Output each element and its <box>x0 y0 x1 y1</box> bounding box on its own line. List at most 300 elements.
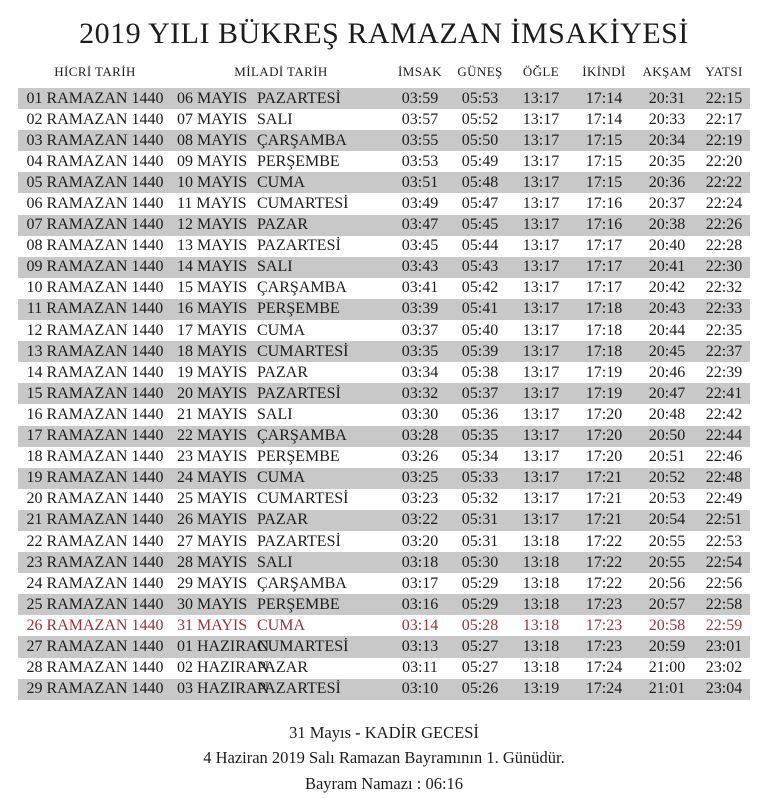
cell-miladi-date: 25 MAYIS <box>177 490 248 508</box>
cell-yatsi-time: 22:26 <box>705 216 743 234</box>
cell-imsak-time: 03:59 <box>401 89 439 107</box>
cell-miladi-date: 29 MAYIS <box>177 574 248 592</box>
cell-hicri-tarih: 26 RAMAZAN 1440 <box>26 616 164 634</box>
cell-miladi-date: 02 HAZIRAN <box>177 659 269 677</box>
cell-gunes-time: 05:30 <box>461 553 499 571</box>
cell-miladi-date: 11 MAYIS <box>177 195 247 213</box>
cell-day-name: PERŞEMBE <box>257 300 340 318</box>
cell-aksam-time: 20:45 <box>648 342 686 360</box>
cell-gunes-time: 05:49 <box>461 152 499 170</box>
cell-aksam-time: 20:46 <box>648 363 686 381</box>
cell-ogle-time: 13:17 <box>522 216 560 234</box>
table-row <box>18 299 750 320</box>
cell-gunes-time: 05:50 <box>461 131 499 149</box>
cell-imsak-time: 03:23 <box>401 490 439 508</box>
cell-hicri-tarih: 28 RAMAZAN 1440 <box>26 659 164 677</box>
cell-hicri-tarih: 07 RAMAZAN 1440 <box>26 216 164 234</box>
prayer-times-table <box>18 56 750 700</box>
cell-miladi-date: 26 MAYIS <box>177 511 248 529</box>
cell-day-name: PAZAR <box>257 216 308 234</box>
table-row <box>18 426 750 447</box>
cell-day-name: ÇARŞAMBA <box>257 131 347 149</box>
cell-imsak-time: 03:20 <box>401 532 439 550</box>
cell-day-name: PAZARTESİ <box>257 384 341 402</box>
cell-gunes-time: 05:31 <box>461 511 499 529</box>
cell-miladi-tarih <box>172 406 390 424</box>
cell-day-name: CUMA <box>257 469 306 487</box>
cell-yatsi-time: 22:58 <box>705 595 743 613</box>
cell-yatsi-time: 22:51 <box>705 511 743 529</box>
table-row <box>18 320 750 341</box>
cell-imsak-time: 03:35 <box>401 342 439 360</box>
cell-ikindi-time: 17:24 <box>585 659 623 677</box>
table-row <box>18 552 750 573</box>
cell-imsak-time: 03:41 <box>401 279 439 297</box>
cell-aksam-time: 20:37 <box>648 195 686 213</box>
cell-yatsi-time: 22:32 <box>705 279 743 297</box>
cell-hicri-tarih: 08 RAMAZAN 1440 <box>26 237 164 255</box>
table-row <box>18 278 750 299</box>
cell-aksam-time: 21:01 <box>648 680 686 698</box>
table-row <box>18 109 750 130</box>
cell-ogle-time: 13:17 <box>522 511 560 529</box>
cell-miladi-date: 19 MAYIS <box>177 363 248 381</box>
cell-ogle-time: 13:17 <box>522 384 560 402</box>
cell-aksam-time: 20:57 <box>648 595 686 613</box>
cell-miladi-date: 27 MAYIS <box>177 532 248 550</box>
cell-aksam-time: 20:35 <box>648 152 686 170</box>
cell-yatsi-time: 22:56 <box>705 574 743 592</box>
cell-aksam-time: 20:31 <box>648 89 686 107</box>
cell-ogle-time: 13:19 <box>522 680 560 698</box>
table-row <box>18 679 750 700</box>
cell-miladi-date: 17 MAYIS <box>177 321 248 339</box>
cell-ogle-time: 13:17 <box>522 427 560 445</box>
cell-imsak-time: 03:32 <box>401 384 439 402</box>
cell-day-name: PERŞEMBE <box>257 152 340 170</box>
cell-aksam-time: 20:59 <box>648 637 686 655</box>
cell-ogle-time: 13:18 <box>522 616 560 634</box>
cell-imsak-time: 03:11 <box>402 659 438 677</box>
cell-yatsi-time: 22:28 <box>705 237 743 255</box>
cell-hicri-tarih: 17 RAMAZAN 1440 <box>26 427 164 445</box>
cell-hicri-tarih: 11 RAMAZAN 1440 <box>26 300 164 318</box>
cell-ikindi-time: 17:22 <box>585 553 623 571</box>
cell-day-name: CUMARTESİ <box>257 490 349 508</box>
cell-imsak-time: 03:30 <box>401 405 439 423</box>
cell-miladi-date: 01 HAZIRAN <box>177 637 269 655</box>
header-hicri-tarih: HİCRİ TARİH <box>54 64 136 79</box>
cell-yatsi-time: 22:22 <box>705 173 743 191</box>
cell-hicri-tarih: 14 RAMAZAN 1440 <box>26 363 164 381</box>
cell-miladi-tarih <box>172 237 390 255</box>
cell-imsak-time: 03:26 <box>401 448 439 466</box>
cell-miladi-date: 20 MAYIS <box>177 384 248 402</box>
cell-yatsi-time: 22:37 <box>705 342 743 360</box>
cell-miladi-date: 18 MAYIS <box>177 342 248 360</box>
cell-hicri-tarih: 24 RAMAZAN 1440 <box>26 574 164 592</box>
cell-miladi-tarih <box>172 343 390 361</box>
cell-hicri-tarih: 06 RAMAZAN 1440 <box>26 195 164 213</box>
cell-miladi-date: 22 MAYIS <box>177 427 248 445</box>
cell-yatsi-time: 22:33 <box>705 300 743 318</box>
cell-hicri-tarih: 21 RAMAZAN 1440 <box>26 511 164 529</box>
cell-gunes-time: 05:40 <box>461 321 499 339</box>
cell-gunes-time: 05:37 <box>461 384 499 402</box>
cell-gunes-time: 05:33 <box>461 469 499 487</box>
cell-gunes-time: 05:32 <box>461 490 499 508</box>
cell-hicri-tarih: 16 RAMAZAN 1440 <box>26 405 164 423</box>
cell-yatsi-time: 23:01 <box>705 637 743 655</box>
cell-miladi-date: 21 MAYIS <box>177 405 248 423</box>
cell-gunes-time: 05:29 <box>461 595 499 613</box>
cell-day-name: SALI <box>257 405 293 423</box>
cell-ogle-time: 13:17 <box>522 173 560 191</box>
cell-ogle-time: 13:17 <box>522 131 560 149</box>
cell-gunes-time: 05:42 <box>461 279 499 297</box>
cell-imsak-time: 03:57 <box>401 110 439 128</box>
cell-aksam-time: 20:54 <box>648 511 686 529</box>
cell-imsak-time: 03:13 <box>401 637 439 655</box>
cell-imsak-time: 03:37 <box>401 321 439 339</box>
table-header-row <box>18 56 750 88</box>
cell-hicri-tarih: 18 RAMAZAN 1440 <box>26 448 164 466</box>
cell-aksam-time: 20:56 <box>648 574 686 592</box>
cell-miladi-tarih <box>172 469 390 487</box>
cell-aksam-time: 20:41 <box>648 258 686 276</box>
cell-ikindi-time: 17:14 <box>585 110 623 128</box>
cell-hicri-tarih: 22 RAMAZAN 1440 <box>26 532 164 550</box>
cell-hicri-tarih: 09 RAMAZAN 1440 <box>26 258 164 276</box>
cell-aksam-time: 20:50 <box>648 427 686 445</box>
header-imsak: İMSAK <box>398 64 442 79</box>
cell-aksam-time: 20:55 <box>648 553 686 571</box>
cell-ikindi-time: 17:20 <box>585 448 623 466</box>
cell-day-name: ÇARŞAMBA <box>257 574 347 592</box>
cell-miladi-date: 03 HAZIRAN <box>177 680 269 698</box>
cell-yatsi-time: 22:41 <box>705 384 743 402</box>
cell-yatsi-time: 22:24 <box>705 195 743 213</box>
table-row <box>18 615 750 636</box>
cell-day-name: PERŞEMBE <box>257 595 340 613</box>
cell-miladi-date: 28 MAYIS <box>177 553 248 571</box>
header-gunes: GÜNEŞ <box>457 64 503 79</box>
cell-ogle-time: 13:18 <box>522 595 560 613</box>
cell-ikindi-time: 17:22 <box>585 532 623 550</box>
table-row <box>18 658 750 679</box>
cell-day-name: PERŞEMBE <box>257 448 340 466</box>
table-row <box>18 236 750 257</box>
cell-ikindi-time: 17:23 <box>585 637 623 655</box>
cell-hicri-tarih: 05 RAMAZAN 1440 <box>26 173 164 191</box>
cell-day-name: PAZARTESİ <box>257 680 341 698</box>
cell-miladi-tarih <box>172 490 390 508</box>
table-row <box>18 88 750 109</box>
cell-aksam-time: 20:48 <box>648 405 686 423</box>
cell-ikindi-time: 17:22 <box>585 574 623 592</box>
table-row <box>18 362 750 383</box>
cell-miladi-date: 24 MAYIS <box>177 469 248 487</box>
header-ikindi: İKİNDİ <box>582 64 626 79</box>
cell-gunes-time: 05:45 <box>461 216 499 234</box>
cell-yatsi-time: 23:02 <box>705 659 743 677</box>
cell-ikindi-time: 17:14 <box>585 89 623 107</box>
cell-aksam-time: 20:51 <box>648 448 686 466</box>
cell-gunes-time: 05:26 <box>461 680 499 698</box>
cell-miladi-tarih <box>172 216 390 234</box>
cell-imsak-time: 03:45 <box>401 237 439 255</box>
cell-ogle-time: 13:17 <box>522 258 560 276</box>
cell-miladi-tarih <box>172 511 390 529</box>
cell-miladi-tarih <box>172 364 390 382</box>
cell-gunes-time: 05:52 <box>461 110 499 128</box>
cell-imsak-time: 03:51 <box>401 173 439 191</box>
cell-yatsi-time: 22:35 <box>705 321 743 339</box>
table-row <box>18 510 750 531</box>
cell-gunes-time: 05:27 <box>461 659 499 677</box>
cell-hicri-tarih: 13 RAMAZAN 1440 <box>26 342 164 360</box>
cell-day-name: SALI <box>257 110 293 128</box>
table-row <box>18 489 750 510</box>
cell-yatsi-time: 22:42 <box>705 405 743 423</box>
header-ogle: ÖĞLE <box>522 64 560 79</box>
table-row <box>18 151 750 172</box>
cell-imsak-time: 03:17 <box>401 574 439 592</box>
cell-yatsi-time: 22:54 <box>705 553 743 571</box>
cell-aksam-time: 20:47 <box>648 384 686 402</box>
cell-yatsi-time: 23:04 <box>705 680 743 698</box>
header-aksam: AKŞAM <box>642 64 692 79</box>
cell-imsak-time: 03:14 <box>401 616 439 634</box>
cell-day-name: SALI <box>257 258 293 276</box>
cell-miladi-tarih <box>172 659 390 677</box>
cell-ogle-time: 13:17 <box>522 195 560 213</box>
cell-miladi-tarih <box>172 554 390 572</box>
cell-ikindi-time: 17:20 <box>585 405 623 423</box>
cell-ogle-time: 13:18 <box>522 659 560 677</box>
cell-ogle-time: 13:17 <box>522 490 560 508</box>
cell-ogle-time: 13:18 <box>522 532 560 550</box>
cell-imsak-time: 03:34 <box>401 363 439 381</box>
cell-ogle-time: 13:17 <box>522 469 560 487</box>
cell-day-name: SALI <box>257 553 293 571</box>
cell-imsak-time: 03:10 <box>401 680 439 698</box>
cell-ogle-time: 13:17 <box>522 110 560 128</box>
header-miladi-tarih: MİLADİ TARİH <box>234 64 328 79</box>
cell-gunes-time: 05:27 <box>461 637 499 655</box>
cell-hicri-tarih: 03 RAMAZAN 1440 <box>26 131 164 149</box>
cell-day-name: CUMARTESİ <box>257 637 349 655</box>
cell-ikindi-time: 17:19 <box>585 384 623 402</box>
cell-miladi-tarih <box>172 596 390 614</box>
footer-notes <box>0 720 768 797</box>
cell-ikindi-time: 17:17 <box>585 279 623 297</box>
cell-ikindi-time: 17:20 <box>585 427 623 445</box>
bayram-namazi-time: Bayram Namazı : 06:16 <box>304 773 464 793</box>
cell-miladi-tarih <box>172 132 390 150</box>
cell-gunes-time: 05:29 <box>461 574 499 592</box>
cell-day-name: CUMA <box>257 321 306 339</box>
cell-aksam-time: 20:36 <box>648 173 686 191</box>
cell-miladi-tarih <box>172 174 390 192</box>
table-row <box>18 447 750 468</box>
cell-miladi-tarih <box>172 322 390 340</box>
cell-aksam-time: 21:00 <box>648 659 686 677</box>
cell-miladi-date: 10 MAYIS <box>177 173 248 191</box>
cell-imsak-time: 03:43 <box>401 258 439 276</box>
cell-aksam-time: 20:43 <box>648 300 686 318</box>
cell-miladi-tarih <box>172 533 390 551</box>
table-row <box>18 257 750 278</box>
cell-day-name: PAZARTESİ <box>257 237 341 255</box>
cell-imsak-time: 03:49 <box>401 195 439 213</box>
cell-ikindi-time: 17:15 <box>585 173 623 191</box>
table-row <box>18 404 750 425</box>
cell-ikindi-time: 17:23 <box>585 616 623 634</box>
cell-ogle-time: 13:17 <box>522 448 560 466</box>
cell-aksam-time: 20:53 <box>648 490 686 508</box>
cell-miladi-tarih <box>172 90 390 108</box>
table-row <box>18 383 750 404</box>
cell-ikindi-time: 17:18 <box>585 300 623 318</box>
cell-miladi-date: 23 MAYIS <box>177 448 248 466</box>
cell-miladi-tarih <box>172 300 390 318</box>
table-row <box>18 130 750 151</box>
cell-ikindi-time: 17:16 <box>585 195 623 213</box>
table-row <box>18 172 750 193</box>
cell-aksam-time: 20:42 <box>648 279 686 297</box>
cell-gunes-time: 05:31 <box>461 532 499 550</box>
cell-ikindi-time: 17:17 <box>585 237 623 255</box>
cell-aksam-time: 20:40 <box>648 237 686 255</box>
cell-ogle-time: 13:17 <box>522 363 560 381</box>
cell-aksam-time: 20:58 <box>648 616 686 634</box>
cell-imsak-time: 03:47 <box>401 216 439 234</box>
cell-ogle-time: 13:17 <box>522 300 560 318</box>
cell-day-name: CUMARTESİ <box>257 195 349 213</box>
cell-imsak-time: 03:28 <box>401 427 439 445</box>
cell-yatsi-time: 22:30 <box>705 258 743 276</box>
cell-day-name: ÇARŞAMBA <box>257 427 347 445</box>
cell-imsak-time: 03:25 <box>401 469 439 487</box>
cell-ikindi-time: 17:16 <box>585 216 623 234</box>
cell-hicri-tarih: 27 RAMAZAN 1440 <box>26 637 164 655</box>
page-title: 2019 YILI BÜKREŞ RAMAZAN İMSAKİYESİ <box>79 17 689 50</box>
cell-miladi-tarih <box>172 385 390 403</box>
cell-miladi-tarih <box>172 279 390 297</box>
bayram-day-note: 4 Haziran 2019 Salı Ramazan Bayramının 1. Günüdür. <box>203 748 565 768</box>
cell-gunes-time: 05:34 <box>461 448 499 466</box>
cell-miladi-date: 14 MAYIS <box>177 258 248 276</box>
cell-miladi-tarih <box>172 680 390 698</box>
cell-miladi-date: 30 MAYIS <box>177 595 248 613</box>
cell-ogle-time: 13:17 <box>522 279 560 297</box>
cell-miladi-tarih <box>172 617 390 635</box>
cell-ogle-time: 13:17 <box>522 152 560 170</box>
cell-ogle-time: 13:17 <box>522 342 560 360</box>
cell-imsak-time: 03:39 <box>401 300 439 318</box>
cell-hicri-tarih: 20 RAMAZAN 1440 <box>26 490 164 508</box>
cell-day-name: PAZARTESİ <box>257 89 341 107</box>
cell-hicri-tarih: 02 RAMAZAN 1440 <box>26 110 164 128</box>
cell-ogle-time: 13:17 <box>522 89 560 107</box>
cell-ogle-time: 13:18 <box>522 574 560 592</box>
cell-ikindi-time: 17:24 <box>585 680 623 698</box>
cell-yatsi-time: 22:48 <box>705 469 743 487</box>
cell-ogle-time: 13:17 <box>522 237 560 255</box>
cell-yatsi-time: 22:20 <box>705 152 743 170</box>
cell-day-name: PAZAR <box>257 511 308 529</box>
cell-miladi-date: 09 MAYIS <box>177 152 248 170</box>
cell-miladi-date: 07 MAYIS <box>177 110 248 128</box>
cell-ikindi-time: 17:23 <box>585 595 623 613</box>
cell-ikindi-time: 17:15 <box>585 152 623 170</box>
cell-day-name: ÇARŞAMBA <box>257 279 347 297</box>
cell-gunes-time: 05:53 <box>461 89 499 107</box>
cell-miladi-date: 08 MAYIS <box>177 131 248 149</box>
cell-ikindi-time: 17:21 <box>585 511 623 529</box>
cell-ogle-time: 13:17 <box>522 321 560 339</box>
cell-yatsi-time: 22:17 <box>705 110 743 128</box>
table-row <box>18 594 750 615</box>
cell-ogle-time: 13:18 <box>522 637 560 655</box>
cell-ikindi-time: 17:15 <box>585 131 623 149</box>
cell-ikindi-time: 17:19 <box>585 363 623 381</box>
cell-miladi-date: 06 MAYIS <box>177 89 248 107</box>
cell-ikindi-time: 17:21 <box>585 490 623 508</box>
cell-imsak-time: 03:53 <box>401 152 439 170</box>
cell-miladi-date: 15 MAYIS <box>177 279 248 297</box>
cell-miladi-tarih <box>172 448 390 466</box>
cell-day-name: CUMA <box>257 173 306 191</box>
cell-imsak-time: 03:55 <box>401 131 439 149</box>
table-row <box>18 341 750 362</box>
cell-aksam-time: 20:34 <box>648 131 686 149</box>
cell-miladi-tarih <box>172 638 390 656</box>
cell-ogle-time: 13:17 <box>522 405 560 423</box>
cell-yatsi-time: 22:53 <box>705 532 743 550</box>
cell-gunes-time: 05:48 <box>461 173 499 191</box>
cell-aksam-time: 20:33 <box>648 110 686 128</box>
cell-miladi-tarih <box>172 111 390 129</box>
cell-yatsi-time: 22:46 <box>705 448 743 466</box>
cell-miladi-date: 16 MAYIS <box>177 300 248 318</box>
cell-miladi-date: 12 MAYIS <box>177 216 248 234</box>
table-row <box>18 636 750 657</box>
cell-yatsi-time: 22:59 <box>705 616 743 634</box>
table-body <box>18 88 750 700</box>
cell-gunes-time: 05:38 <box>461 363 499 381</box>
cell-gunes-time: 05:36 <box>461 405 499 423</box>
cell-miladi-tarih <box>172 427 390 445</box>
cell-yatsi-time: 22:49 <box>705 490 743 508</box>
cell-hicri-tarih: 01 RAMAZAN 1440 <box>26 89 164 107</box>
cell-miladi-tarih <box>172 575 390 593</box>
cell-miladi-tarih <box>172 195 390 213</box>
cell-day-name: CUMARTESİ <box>257 342 349 360</box>
cell-gunes-time: 05:43 <box>461 258 499 276</box>
cell-ikindi-time: 17:17 <box>585 258 623 276</box>
cell-ikindi-time: 17:18 <box>585 321 623 339</box>
cell-yatsi-time: 22:39 <box>705 363 743 381</box>
cell-miladi-tarih <box>172 258 390 276</box>
cell-hicri-tarih: 23 RAMAZAN 1440 <box>26 553 164 571</box>
cell-hicri-tarih: 04 RAMAZAN 1440 <box>26 152 164 170</box>
cell-ikindi-time: 17:18 <box>585 342 623 360</box>
cell-yatsi-time: 22:19 <box>705 131 743 149</box>
cell-gunes-time: 05:44 <box>461 237 499 255</box>
table-row <box>18 468 750 489</box>
